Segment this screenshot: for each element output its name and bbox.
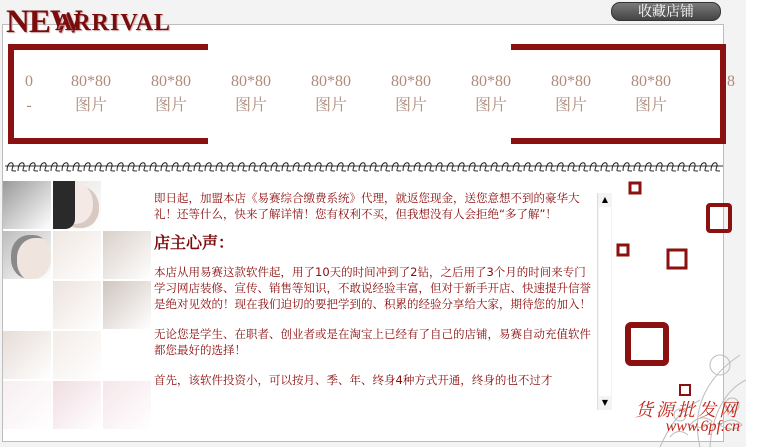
photo-tile (103, 381, 151, 429)
new-arrival-carousel (8, 44, 735, 154)
thumbnail-label: 图片 (154, 97, 187, 114)
favorite-shop-button[interactable]: 收藏店铺 (611, 2, 721, 21)
intro-paragraph: 即日起，加盟本店《易赛综合缴费系统》代理，就返您现金，送您意想不到的豪华大礼！还等什么，快来了解详情！您有权利不买，但我想没有人会拒绝“多了解”！ (154, 191, 580, 221)
photo-tile (3, 381, 51, 429)
thumbnail-label: 图片 (314, 97, 347, 114)
carousel-thumbnail[interactable] (536, 70, 606, 118)
site-watermark (617, 396, 742, 442)
title-arrival: ARRIVAL (55, 10, 171, 36)
carousel-thumbnail[interactable] (456, 70, 526, 118)
carousel-strip (16, 70, 735, 130)
thumbnail-label: 图片 (74, 97, 107, 114)
owner-paragraph-3: 首先，该软件投资小，可以按月、季、年、终身4种方式开通，终身的也不过才 (154, 373, 553, 387)
shop-intro-text (154, 190, 594, 410)
photo-tile (3, 181, 51, 229)
photo-tile (53, 381, 101, 429)
thumbnail-label: - (26, 97, 32, 114)
thumbnail-label: 图片 (554, 97, 587, 114)
decorative-divider (5, 159, 723, 173)
thumbnail-size: 80*80 (311, 73, 351, 90)
scroll-up-arrow-icon[interactable]: ▲ (598, 193, 612, 207)
carousel-thumbnail[interactable] (0, 70, 64, 118)
watermark-line-1: 货源批发网 (635, 400, 740, 420)
carousel-thumbnail[interactable] (56, 70, 126, 118)
carousel-thumbnail[interactable] (696, 70, 766, 94)
thumbnail-size: 80*80 (471, 73, 511, 90)
title-new: NEW (6, 4, 82, 40)
thumbnail-label: 图片 (234, 97, 267, 114)
watermark-line-2: www.6pf.cn (665, 418, 740, 435)
thumbnail-size: 8 (727, 73, 735, 90)
thumbnail-size: 80*80 (631, 73, 671, 90)
owner-voice-heading: 店主心声： (154, 235, 235, 252)
model-hair-shape (53, 181, 75, 229)
photo-tile (103, 281, 151, 329)
thumbnail-size: 80*80 (391, 73, 431, 90)
thumbnail-size: 0 (25, 73, 33, 90)
carousel-thumbnail[interactable] (616, 70, 686, 118)
thumbnail-size: 80*80 (551, 73, 591, 90)
owner-paragraph-1: 本店从用易赛这款软件起，用了10天的时间冲到了2钻，之后用了3个月的时间来专门学习网店装修、宣传、销售等知识，不敢说经验丰富，但对于新手开店、快速提升信誉是绝对见效的！现在我们迫切的要把学到的、积累的经验分享给大家，期待您的加入！ (154, 265, 591, 311)
scroll-track[interactable] (599, 207, 611, 396)
thumbnail-size: 80*80 (71, 73, 111, 90)
photo-tile (53, 331, 101, 379)
carousel-thumbnail[interactable] (296, 70, 366, 118)
model-face-shape-2 (11, 235, 51, 279)
scroll-down-arrow-icon[interactable]: ▼ (598, 396, 612, 410)
thumbnail-label: 图片 (634, 97, 667, 114)
thumbnail-label: 图片 (394, 97, 427, 114)
carousel-thumbnail[interactable] (136, 70, 206, 118)
carousel-thumbnail[interactable] (216, 70, 286, 118)
thumbnail-size: 80*80 (231, 73, 271, 90)
owner-paragraph-2: 无论您是学生、在职者、创业者或是在淘宝上已经有了自己的店铺，易赛自动充值软件都您最好的选择！ (154, 327, 591, 357)
thumbnail-label: 图片 (474, 97, 507, 114)
photo-tile (53, 231, 101, 279)
photo-tile (103, 231, 151, 279)
photo-tile (53, 281, 101, 329)
carousel-thumbnail[interactable] (376, 70, 446, 118)
thumbnail-size: 80*80 (151, 73, 191, 90)
photo-mosaic (3, 181, 151, 429)
text-scrollbar[interactable] (597, 193, 612, 410)
photo-tile (3, 331, 51, 379)
